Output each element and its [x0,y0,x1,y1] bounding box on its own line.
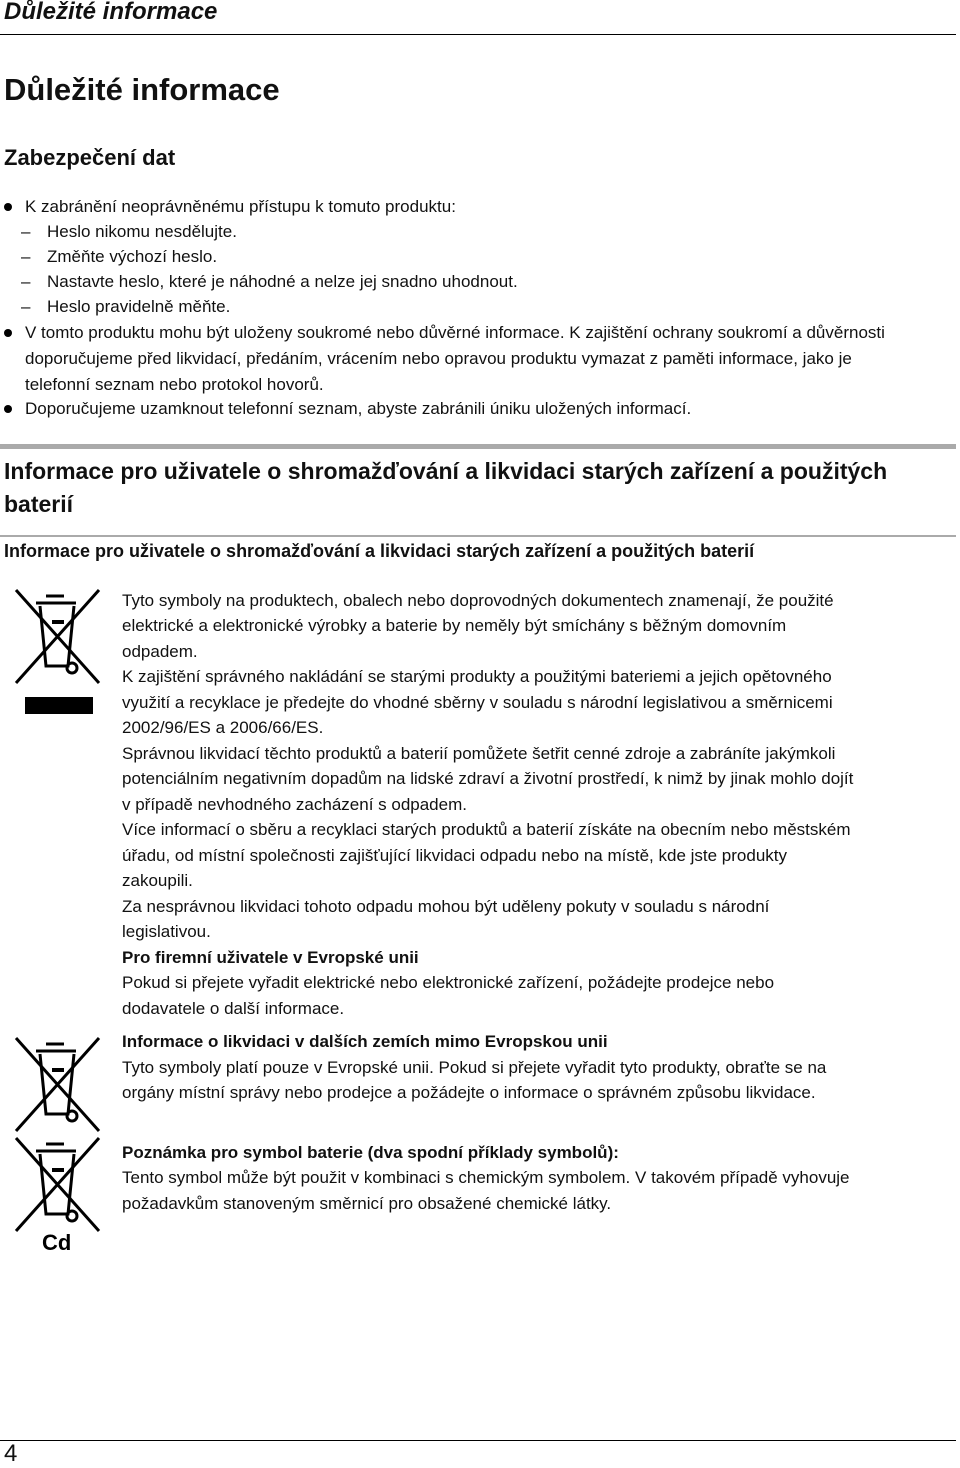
paragraph-line: Tyto symboly na produktech, obalech nebo doprovodných dokumentech znamenají, že použité [122,591,834,610]
header-rule [0,34,956,35]
subsection-heading: Informace pro uživatele o shromažďování a likvidaci starých zařízení a použitých baterií [4,541,755,561]
paragraph-line: Za nesprávnou likvidaci tohoto odpadu mohou být uděleny pokuty v souladu s národní [122,897,770,916]
battery-note-heading: Poznámka pro symbol baterie (dva spodní příklady symbolů): [122,1143,619,1162]
bullet-continuation: telefonní seznam nebo protokol hovorů. [25,375,324,394]
bullet-continuation: doporučujeme před likvidací, předáním, vrácením nebo opravou produktu vymazat z paměti informace, jako je [25,349,852,368]
paragraph-line: úřadu, od místní společnosti zajišťující likvidaci odpadu nebo na místě, kde jste produkty [122,846,788,865]
paragraph-line: potenciálním negativním dopadům na lidské zdraví a životní prostředí, k nimž by jinak mohlo dojít [122,769,854,788]
paragraph-line: odpadem. [122,642,198,661]
other-countries-heading: Informace o likvidaci v dalších zemích mimo Evropskou unii [122,1032,608,1051]
paragraph-line: Pokud si přejete vyřadit elektrické nebo elektronické zařízení, požádejte prodejce nebo [122,973,775,992]
paragraph-line: v případě nevhodného zacházení s odpadem. [122,795,467,814]
dash-item: – Heslo pravidelně měňte. [47,294,230,320]
paragraph-line: elektrické a elektronické výrobky a baterie by neměly být smíchány s běžným domovním [122,616,787,635]
bullet-item: V tomto produktu mohu být uloženy soukromé nebo důvěrné informace. K zajištění ochrany soukromí a důvěrnosti [25,320,885,346]
page-number: 4 [4,1440,18,1467]
paragraph-line: Tento symbol může být použit v kombinaci s chemickým symbolem. V takovém případě vyhovuje [122,1168,850,1187]
paragraph-line: dodavatele o další informace. [122,999,345,1018]
bullet-item: Doporučujeme uzamknout telefonní seznam, abyste zabránili úniku uložených informací. [25,396,691,422]
paragraph-line: K zajištění správného nakládání se starými produkty a použitými bateriemi a jejich opětovného [122,667,832,686]
subsection-divider [0,535,956,537]
paragraph-line: požadavkům stanoveným směrnicí pro obsažené chemické látky. [122,1194,612,1213]
paragraph-line: využití a recyklace je předejte do vhodné sběrny v souladu s národní legislativou a směrnicemi [122,693,833,712]
bullet-item: K zabránění neoprávněnému přístupu k tomuto produktu: [25,194,456,220]
paragraph-line: orgány místní správy nebo prodejce a požádejte o informace o správném způsobu likvidace. [122,1083,816,1102]
footer-rule [0,1440,956,1441]
business-users-heading: Pro firemní uživatele v Evropské unii [122,948,419,967]
paragraph-line: zakoupili. [122,871,193,890]
running-title: Důležité informace [4,0,218,25]
paragraph-line: legislativou. [122,922,211,941]
chemical-symbol: Cd [42,1230,72,1255]
battery-bin-icon [14,1036,104,1140]
dash-item: – Heslo nikomu nesdělujte. [47,219,237,245]
paragraph-line: 2002/96/ES a 2006/66/ES. [122,718,324,737]
paragraph-line: Tyto symboly platí pouze v Evropské unii. Pokud si přejete vyřadit tyto produkty, obraťte se na [122,1058,827,1077]
cadmium-bin-icon [14,1136,104,1256]
weee-bin-icon [14,588,104,718]
dash-item: – Změňte výchozí heslo. [47,244,217,270]
paragraph-line: Více informací o sběru a recyklaci starých produktů a baterií získáte na obecním nebo městském [122,820,851,839]
section-heading-data-security: Zabezpečení dat [4,145,176,170]
paragraph-line: Správnou likvidací těchto produktů a baterií pomůžete šetřit cenné zdroje a zabráníte jakýmkoli [122,744,836,763]
section-divider [0,444,956,449]
page-title: Důležité informace [4,72,280,107]
section-heading-disposal [4,455,944,521]
section-heading-line: Informace pro uživatele o shromažďování a likvidaci starých zařízení a použitých [4,458,888,484]
section-heading-line: baterií [4,491,74,517]
dash-item: – Nastavte heslo, které je náhodné a nelze jej snadno uhodnout. [47,269,518,295]
